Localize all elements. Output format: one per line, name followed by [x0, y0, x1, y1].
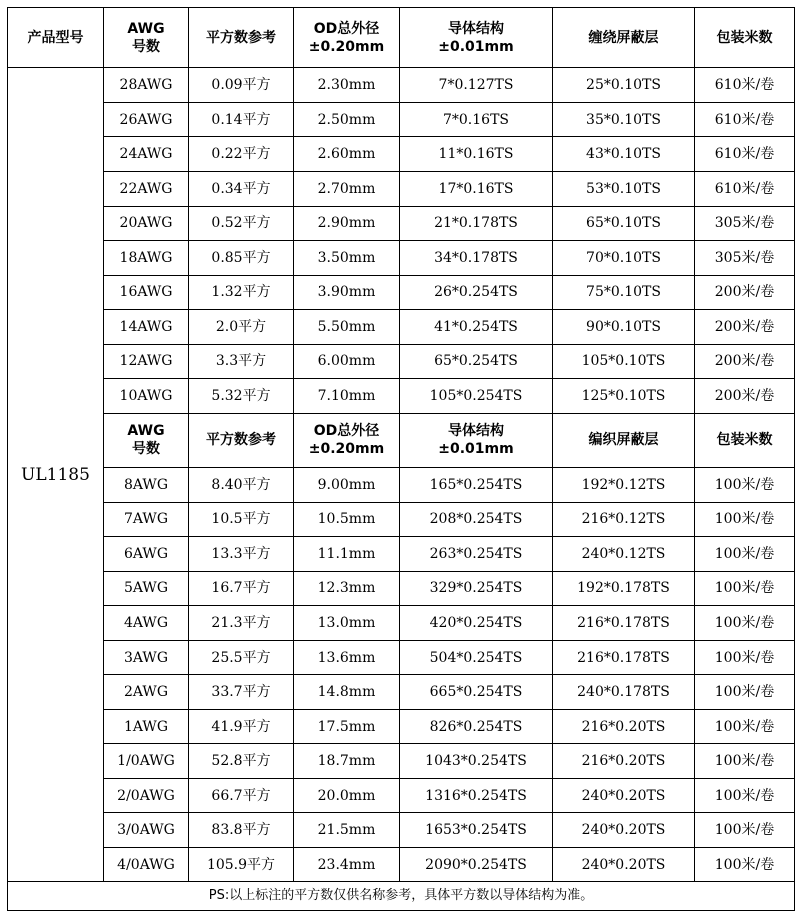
conductor-cell: 1653*0.254TS [400, 813, 553, 848]
cable-spec-table [7, 7, 795, 911]
conductor-cell: 208*0.254TS [400, 502, 553, 537]
conductor-cell: 26*0.254TS [400, 275, 553, 310]
pack-cell: 305米/卷 [695, 241, 795, 276]
footnote: PS:以上标注的平方数仅供名称参考，具体平方数以导体结构为准。 [8, 882, 795, 911]
header-conductor: 导体结构 ±0.01mm [400, 8, 553, 68]
awg-cell: 7AWG [104, 502, 189, 537]
conductor-cell: 41*0.254TS [400, 310, 553, 345]
pack-cell: 610米/卷 [695, 68, 795, 103]
table-row [8, 310, 795, 345]
awg-cell: 22AWG [104, 172, 189, 207]
table-row [8, 206, 795, 241]
footnote-row [8, 882, 795, 911]
shield-cell: 25*0.10TS [553, 68, 695, 103]
shield-cell: 216*0.178TS [553, 640, 695, 675]
conductor-cell: 263*0.254TS [400, 537, 553, 572]
pack-cell: 100米/卷 [695, 744, 795, 779]
area-cell: 0.14平方 [189, 102, 294, 137]
conductor-cell: 1043*0.254TS [400, 744, 553, 779]
pack-cell: 100米/卷 [695, 537, 795, 572]
area-cell: 25.5平方 [189, 640, 294, 675]
pack-cell: 200米/卷 [695, 344, 795, 379]
conductor-cell: 11*0.16TS [400, 137, 553, 172]
od-cell: 20.0mm [294, 778, 400, 813]
pack-cell: 100米/卷 [695, 675, 795, 710]
pack-cell: 100米/卷 [695, 640, 795, 675]
table-row [8, 675, 795, 710]
awg-cell: 26AWG [104, 102, 189, 137]
shield-cell: 35*0.10TS [553, 102, 695, 137]
od-cell: 2.70mm [294, 172, 400, 207]
od-cell: 5.50mm [294, 310, 400, 345]
area-cell: 5.32平方 [189, 379, 294, 414]
table-row [8, 502, 795, 537]
awg-cell: 4AWG [104, 606, 189, 641]
pack-cell: 610米/卷 [695, 137, 795, 172]
conductor-cell: 665*0.254TS [400, 675, 553, 710]
table-row [8, 137, 795, 172]
area-cell: 2.0平方 [189, 310, 294, 345]
od-cell: 18.7mm [294, 744, 400, 779]
awg-cell: 1AWG [104, 709, 189, 744]
area-cell: 1.32平方 [189, 275, 294, 310]
shield-cell: 216*0.20TS [553, 709, 695, 744]
area-cell: 0.34平方 [189, 172, 294, 207]
conductor-cell: 420*0.254TS [400, 606, 553, 641]
shield-cell: 53*0.10TS [553, 172, 695, 207]
table-row [8, 606, 795, 641]
pack-cell: 100米/卷 [695, 468, 795, 503]
conductor-cell: 504*0.254TS [400, 640, 553, 675]
shield-cell: 90*0.10TS [553, 310, 695, 345]
area-cell: 0.22平方 [189, 137, 294, 172]
conductor-cell: 165*0.254TS [400, 468, 553, 503]
pack-cell: 610米/卷 [695, 102, 795, 137]
awg-cell: 16AWG [104, 275, 189, 310]
header-awg: AWG 号数 [104, 413, 189, 467]
table-row [8, 778, 795, 813]
table-row [8, 344, 795, 379]
shield-cell: 192*0.12TS [553, 468, 695, 503]
pack-cell: 100米/卷 [695, 606, 795, 641]
awg-cell: 4/0AWG [104, 847, 189, 882]
awg-cell: 8AWG [104, 468, 189, 503]
area-cell: 0.85平方 [189, 241, 294, 276]
od-cell: 3.50mm [294, 241, 400, 276]
shield-cell: 216*0.20TS [553, 744, 695, 779]
awg-cell: 12AWG [104, 344, 189, 379]
pack-cell: 610米/卷 [695, 172, 795, 207]
table-row [8, 102, 795, 137]
awg-cell: 1/0AWG [104, 744, 189, 779]
od-cell: 9.00mm [294, 468, 400, 503]
header-model: 产品型号 [8, 8, 104, 68]
table-row [8, 537, 795, 572]
conductor-cell: 105*0.254TS [400, 379, 553, 414]
area-cell: 3.3平方 [189, 344, 294, 379]
header-shield: 编织屏蔽层 [553, 413, 695, 467]
header-shield: 缠绕屏蔽层 [553, 8, 695, 68]
shield-cell: 240*0.20TS [553, 813, 695, 848]
od-cell: 13.6mm [294, 640, 400, 675]
awg-cell: 24AWG [104, 137, 189, 172]
header-conductor: 导体结构 ±0.01mm [400, 413, 553, 467]
shield-cell: 240*0.12TS [553, 537, 695, 572]
table-row [8, 744, 795, 779]
header-awg: AWG 号数 [104, 8, 189, 68]
shield-cell: 75*0.10TS [553, 275, 695, 310]
conductor-cell: 329*0.254TS [400, 571, 553, 606]
od-cell: 10.5mm [294, 502, 400, 537]
area-cell: 13.3平方 [189, 537, 294, 572]
pack-cell: 100米/卷 [695, 571, 795, 606]
area-cell: 41.9平方 [189, 709, 294, 744]
od-cell: 13.0mm [294, 606, 400, 641]
pack-cell: 200米/卷 [695, 310, 795, 345]
od-cell: 21.5mm [294, 813, 400, 848]
table-row [8, 379, 795, 414]
table-row [8, 640, 795, 675]
header-pack: 包装米数 [695, 413, 795, 467]
od-cell: 7.10mm [294, 379, 400, 414]
awg-cell: 20AWG [104, 206, 189, 241]
header-od: OD总外径 ±0.20mm [294, 8, 400, 68]
area-cell: 16.7平方 [189, 571, 294, 606]
awg-cell: 5AWG [104, 571, 189, 606]
pack-cell: 200米/卷 [695, 275, 795, 310]
shield-cell: 240*0.178TS [553, 675, 695, 710]
header-area: 平方数参考 [189, 413, 294, 467]
conductor-cell: 65*0.254TS [400, 344, 553, 379]
od-cell: 12.3mm [294, 571, 400, 606]
table-row [8, 813, 795, 848]
area-cell: 66.7平方 [189, 778, 294, 813]
conductor-cell: 7*0.127TS [400, 68, 553, 103]
awg-cell: 18AWG [104, 241, 189, 276]
header-row-1 [8, 8, 795, 68]
header-area: 平方数参考 [189, 8, 294, 68]
od-cell: 2.50mm [294, 102, 400, 137]
conductor-cell: 1316*0.254TS [400, 778, 553, 813]
conductor-cell: 826*0.254TS [400, 709, 553, 744]
conductor-cell: 2090*0.254TS [400, 847, 553, 882]
area-cell: 0.52平方 [189, 206, 294, 241]
table-row [8, 571, 795, 606]
table-row [8, 709, 795, 744]
awg-cell: 6AWG [104, 537, 189, 572]
shield-cell: 43*0.10TS [553, 137, 695, 172]
area-cell: 0.09平方 [189, 68, 294, 103]
area-cell: 21.3平方 [189, 606, 294, 641]
table-row [8, 275, 795, 310]
awg-cell: 10AWG [104, 379, 189, 414]
awg-cell: 2/0AWG [104, 778, 189, 813]
shield-cell: 125*0.10TS [553, 379, 695, 414]
table-row [8, 172, 795, 207]
od-cell: 23.4mm [294, 847, 400, 882]
awg-cell: 3/0AWG [104, 813, 189, 848]
od-cell: 3.90mm [294, 275, 400, 310]
shield-cell: 216*0.12TS [553, 502, 695, 537]
pack-cell: 200米/卷 [695, 379, 795, 414]
area-cell: 8.40平方 [189, 468, 294, 503]
shield-cell: 240*0.20TS [553, 778, 695, 813]
area-cell: 10.5平方 [189, 502, 294, 537]
od-cell: 2.90mm [294, 206, 400, 241]
awg-cell: 2AWG [104, 675, 189, 710]
od-cell: 2.60mm [294, 137, 400, 172]
shield-cell: 240*0.20TS [553, 847, 695, 882]
area-cell: 33.7平方 [189, 675, 294, 710]
conductor-cell: 21*0.178TS [400, 206, 553, 241]
conductor-cell: 7*0.16TS [400, 102, 553, 137]
od-cell: 14.8mm [294, 675, 400, 710]
header-od: OD总外径 ±0.20mm [294, 413, 400, 467]
conductor-cell: 34*0.178TS [400, 241, 553, 276]
od-cell: 2.30mm [294, 68, 400, 103]
shield-cell: 105*0.10TS [553, 344, 695, 379]
shield-cell: 192*0.178TS [553, 571, 695, 606]
model-cell: UL1185 [8, 68, 104, 882]
conductor-cell: 17*0.16TS [400, 172, 553, 207]
od-cell: 6.00mm [294, 344, 400, 379]
area-cell: 105.9平方 [189, 847, 294, 882]
shield-cell: 65*0.10TS [553, 206, 695, 241]
table-row [8, 468, 795, 503]
pack-cell: 100米/卷 [695, 847, 795, 882]
table-row [8, 68, 795, 103]
table-row [8, 241, 795, 276]
shield-cell: 216*0.178TS [553, 606, 695, 641]
pack-cell: 100米/卷 [695, 709, 795, 744]
area-cell: 52.8平方 [189, 744, 294, 779]
pack-cell: 100米/卷 [695, 502, 795, 537]
awg-cell: 14AWG [104, 310, 189, 345]
pack-cell: 305米/卷 [695, 206, 795, 241]
awg-cell: 3AWG [104, 640, 189, 675]
od-cell: 17.5mm [294, 709, 400, 744]
header-pack: 包装米数 [695, 8, 795, 68]
pack-cell: 100米/卷 [695, 778, 795, 813]
pack-cell: 100米/卷 [695, 813, 795, 848]
table-row [8, 847, 795, 882]
awg-cell: 28AWG [104, 68, 189, 103]
od-cell: 11.1mm [294, 537, 400, 572]
area-cell: 83.8平方 [189, 813, 294, 848]
shield-cell: 70*0.10TS [553, 241, 695, 276]
header-row-2 [8, 413, 795, 467]
